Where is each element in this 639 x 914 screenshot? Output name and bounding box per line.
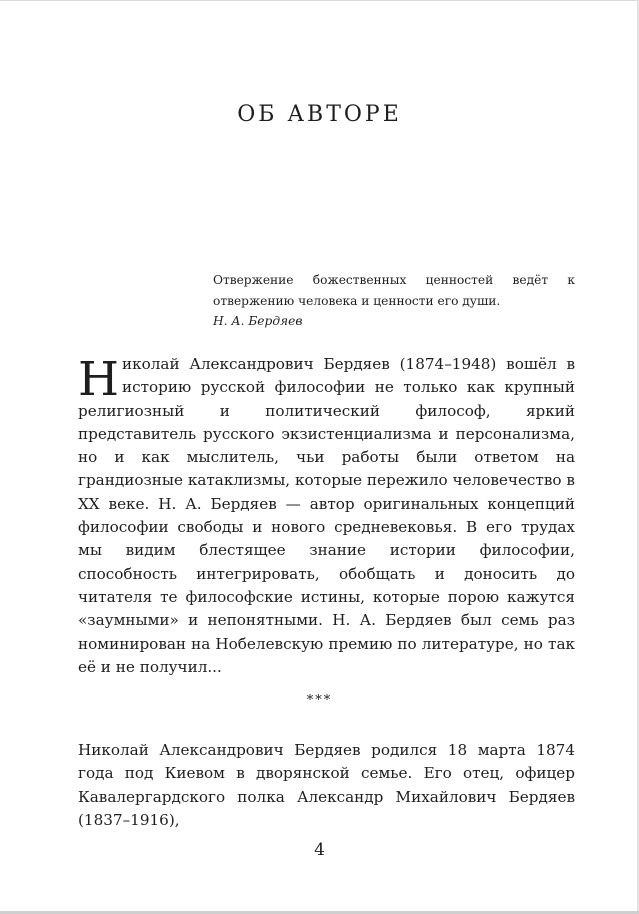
drop-cap: Н xyxy=(78,352,119,407)
page-top-border xyxy=(0,0,639,1)
chapter-title: ОБ АВТОРЕ xyxy=(237,102,402,127)
epigraph xyxy=(213,270,575,332)
main-paragraph xyxy=(78,353,575,679)
section-separator: *** xyxy=(306,693,333,708)
second-paragraph-text: Николай Александрович Бердяев родился 18 марта 1874 года под Киевом в дворянской семье. Его отец, офицер Кавалергардского полка Александр Михайлович Бердяев (1837–1916), xyxy=(78,741,575,829)
epigraph-author: Н. А. Бердяев xyxy=(213,314,303,328)
epigraph-text: Отвержение божественных ценностей ведёт к отвержению человека и ценности его души. xyxy=(213,273,575,308)
main-paragraph-text: иколай Александрович Бердяев (1874–1948) вошёл в историю русской философии не только как крупный религиозный и политический философ, яркий представитель русского экзистенциализма и персонализма, но и как мыслитель, чьи работы были ответом на грандиозные катаклизмы, которые пережило человечество в XX веке. Н. А. Бердяев — автор оригинальных концепций философии свободы и нового средневековья. В его трудах мы видим блестящее знание истории философии, способность интегрировать, обобщать и доносить до читателя те философские истины, которые порою кажутся «заумными» и непонятными. Н. А. Бердяев был семь раз номинирован на Нобелевскую премию по литературе, но так её и не получил... xyxy=(78,355,575,676)
second-paragraph xyxy=(78,739,575,832)
page-number: 4 xyxy=(314,840,325,860)
